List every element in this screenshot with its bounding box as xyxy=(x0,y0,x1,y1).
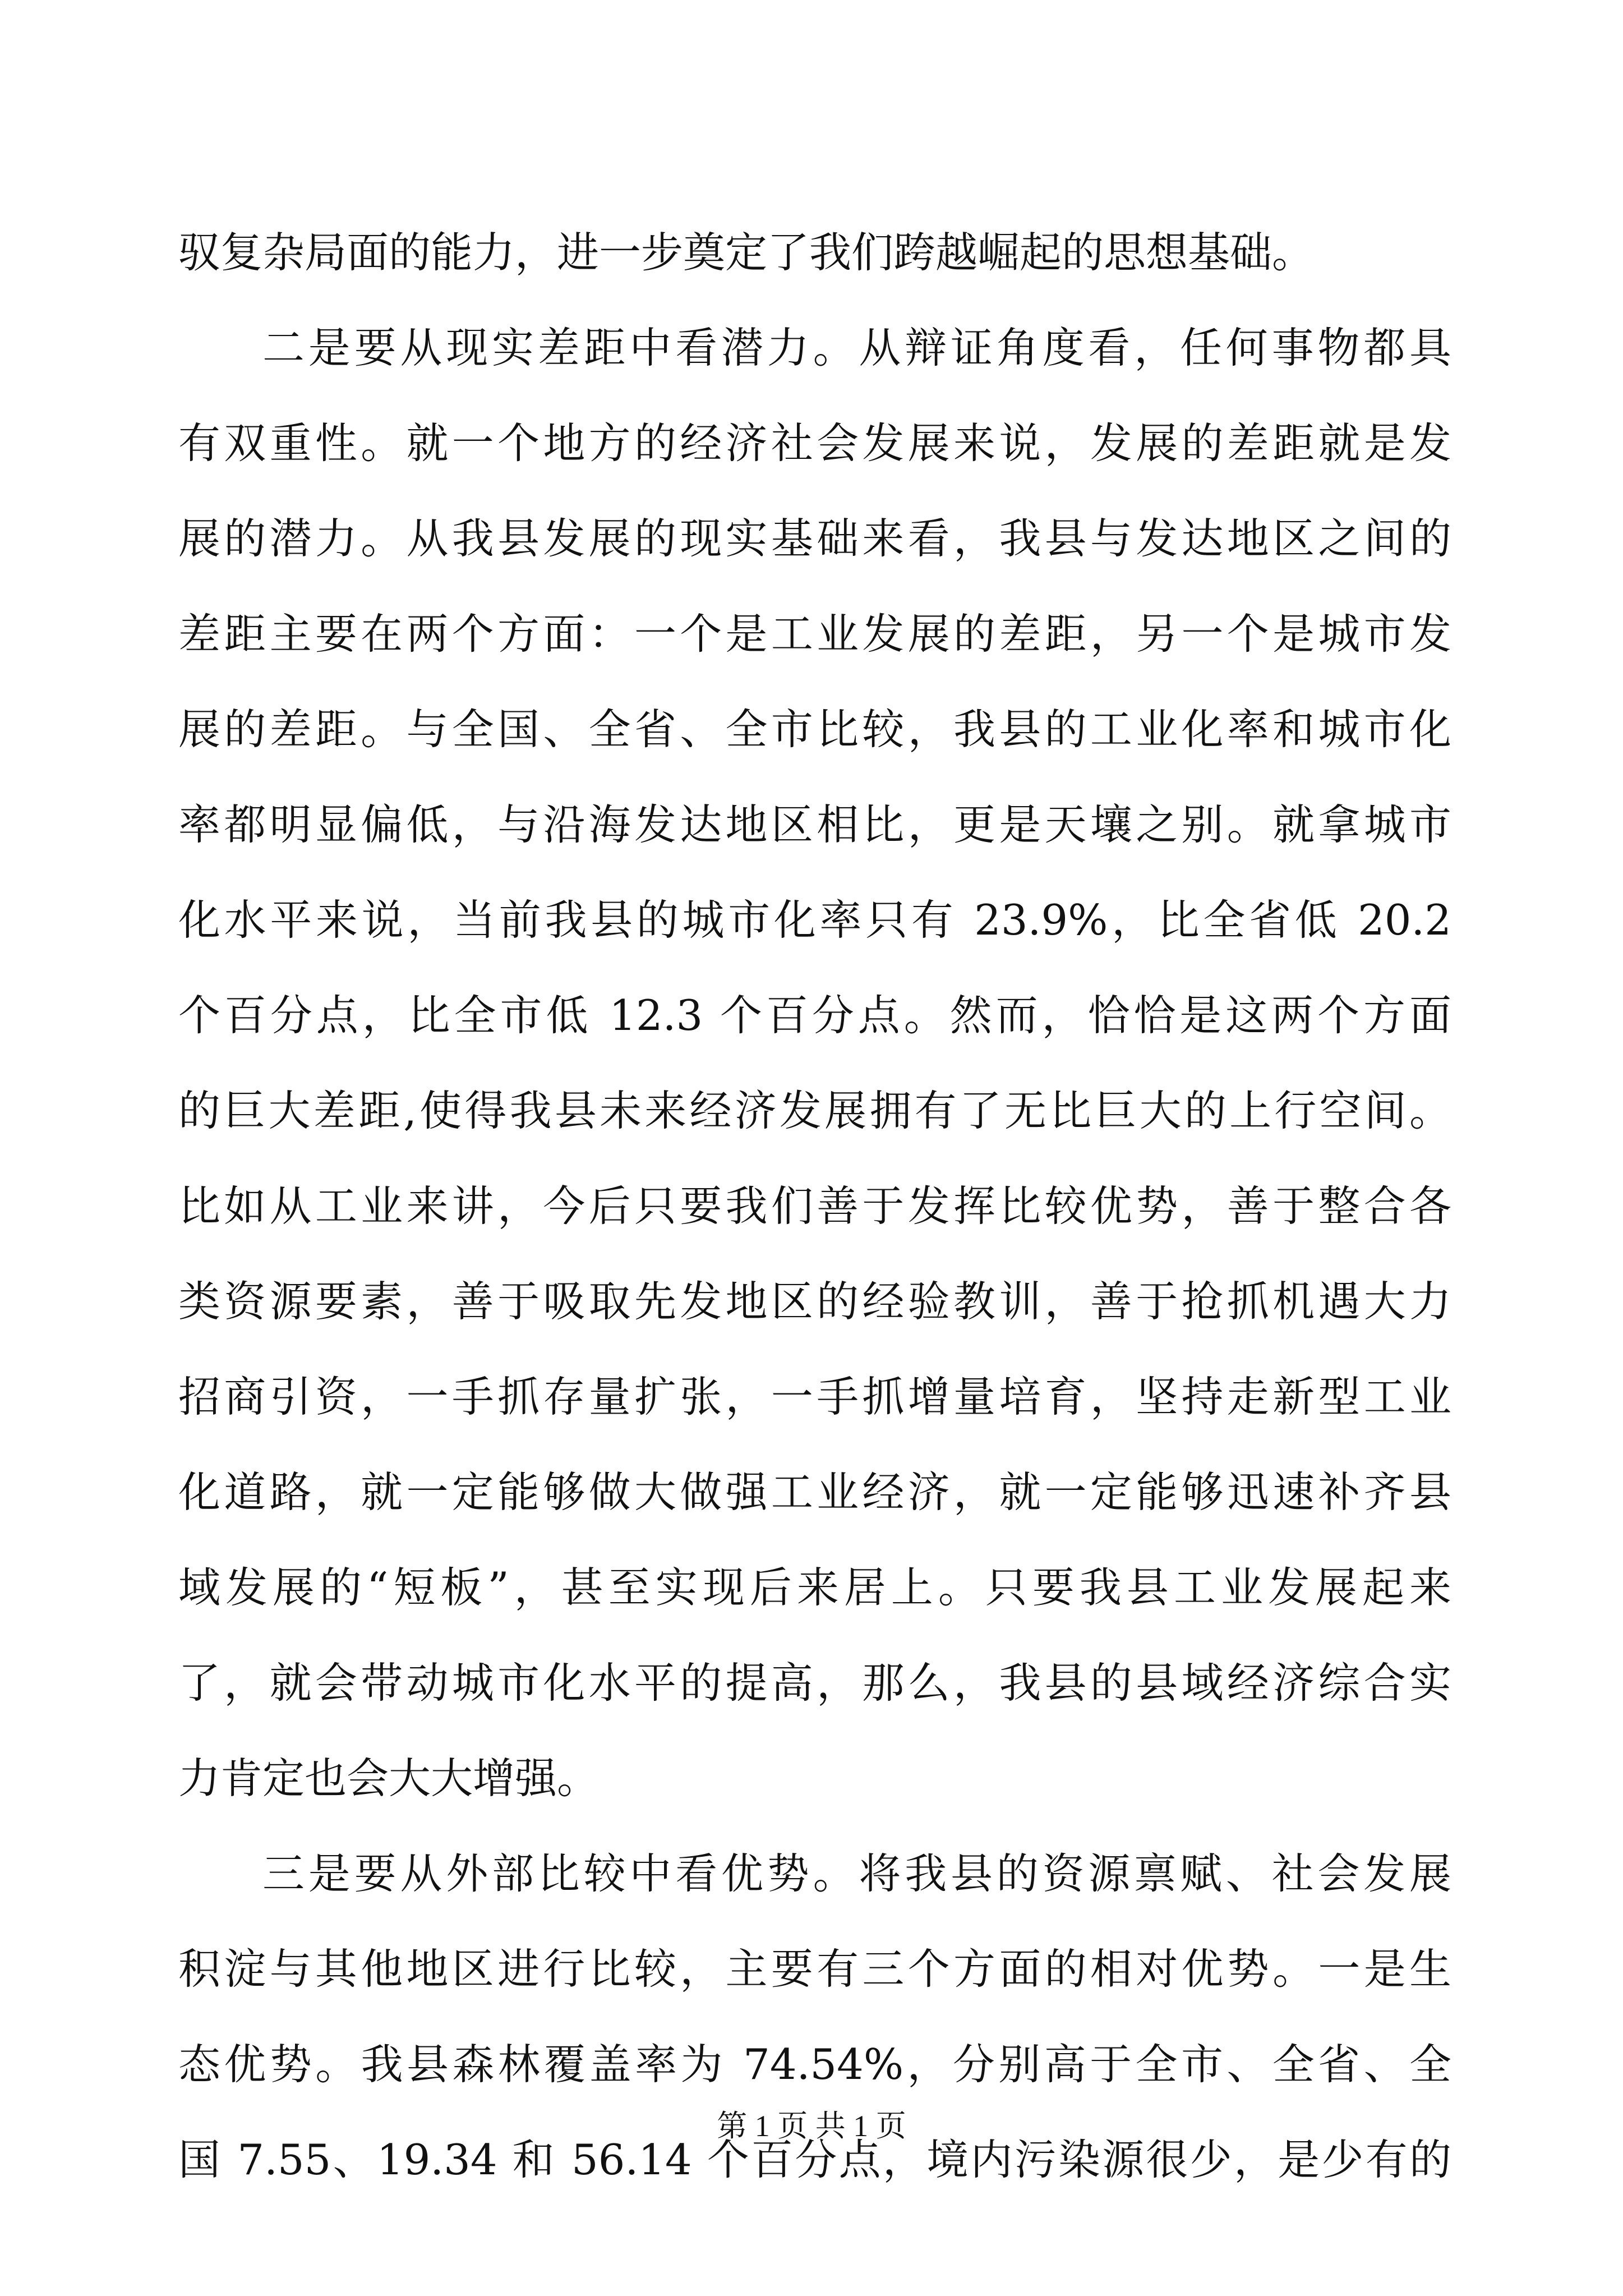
body-text xyxy=(178,205,1451,2207)
text-line: 招商引资，一手抓存量扩张，一手抓增量培育，坚持走新型工业 xyxy=(178,1372,1451,1421)
text-line: 展的差距。与全国、全省、全市比较，我县的工业化率和城市化 xyxy=(178,705,1451,754)
text-line: 化道路，就一定能够做大做强工业经济，就一定能够迅速补齐县 xyxy=(178,1467,1451,1517)
text-line: 了，就会带动城市化水平的提高，那么，我县的县域经济综合实 xyxy=(178,1658,1451,1708)
paragraph-first-line: 二是要从现实差距中看潜力。从辩证角度看，任何事物都具 xyxy=(262,323,1451,372)
text-line: 差距主要在两个方面：一个是工业发展的差距，另一个是城市发 xyxy=(178,609,1451,659)
text-line: 率都明显偏低，与沿海发达地区相比，更是天壤之别。就拿城市 xyxy=(178,800,1451,849)
text-line: 类资源要素，善于吸取先发地区的经验教训，善于抢抓机遇大力 xyxy=(178,1277,1451,1326)
paragraph-first-line: 三是要从外部比较中看优势。将我县的资源禀赋、社会发展 xyxy=(262,1849,1451,1898)
text-line: 个百分点，比全市低 12.3 个百分点。然而，恰恰是这两个方面 xyxy=(178,991,1451,1040)
text-line: 力肯定也会大大增强。 xyxy=(178,1754,600,1803)
text-line: 驭复杂局面的能力，进一步奠定了我们跨越崛起的思想基础。 xyxy=(178,228,1315,277)
text-line: 的巨大差距,使得我县未来经济发展拥有了无比巨大的上行空间。 xyxy=(178,1086,1451,1135)
text-line: 域发展的“短板”，甚至实现后来居上。只要我县工业发展起来 xyxy=(178,1563,1451,1612)
text-line: 展的潜力。从我县发展的现实基础来看，我县与发达地区之间的 xyxy=(178,514,1451,563)
page-number-label: 第 1 页 共 1 页 xyxy=(717,2109,906,2143)
text-line: 国 7.55、19.34 和 56.14 个百分点，境内污染源很少，是少有的 xyxy=(178,2135,1451,2184)
text-line: 积淀与其他地区进行比较，主要有三个方面的相对优势。一是生 xyxy=(178,1944,1451,1994)
page-footer xyxy=(0,2106,1623,2146)
text-line: 态优势。我县森林覆盖率为 74.54%，分别高于全市、全省、全 xyxy=(178,2040,1451,2089)
text-line: 化水平来说，当前我县的城市化率只有 23.9%，比全省低 20.2 xyxy=(178,895,1451,945)
text-line: 有双重性。就一个地方的经济社会发展来说，发展的差距就是发 xyxy=(178,418,1451,468)
text-line: 比如从工业来讲，今后只要我们善于发挥比较优势，善于整合各 xyxy=(178,1181,1451,1231)
